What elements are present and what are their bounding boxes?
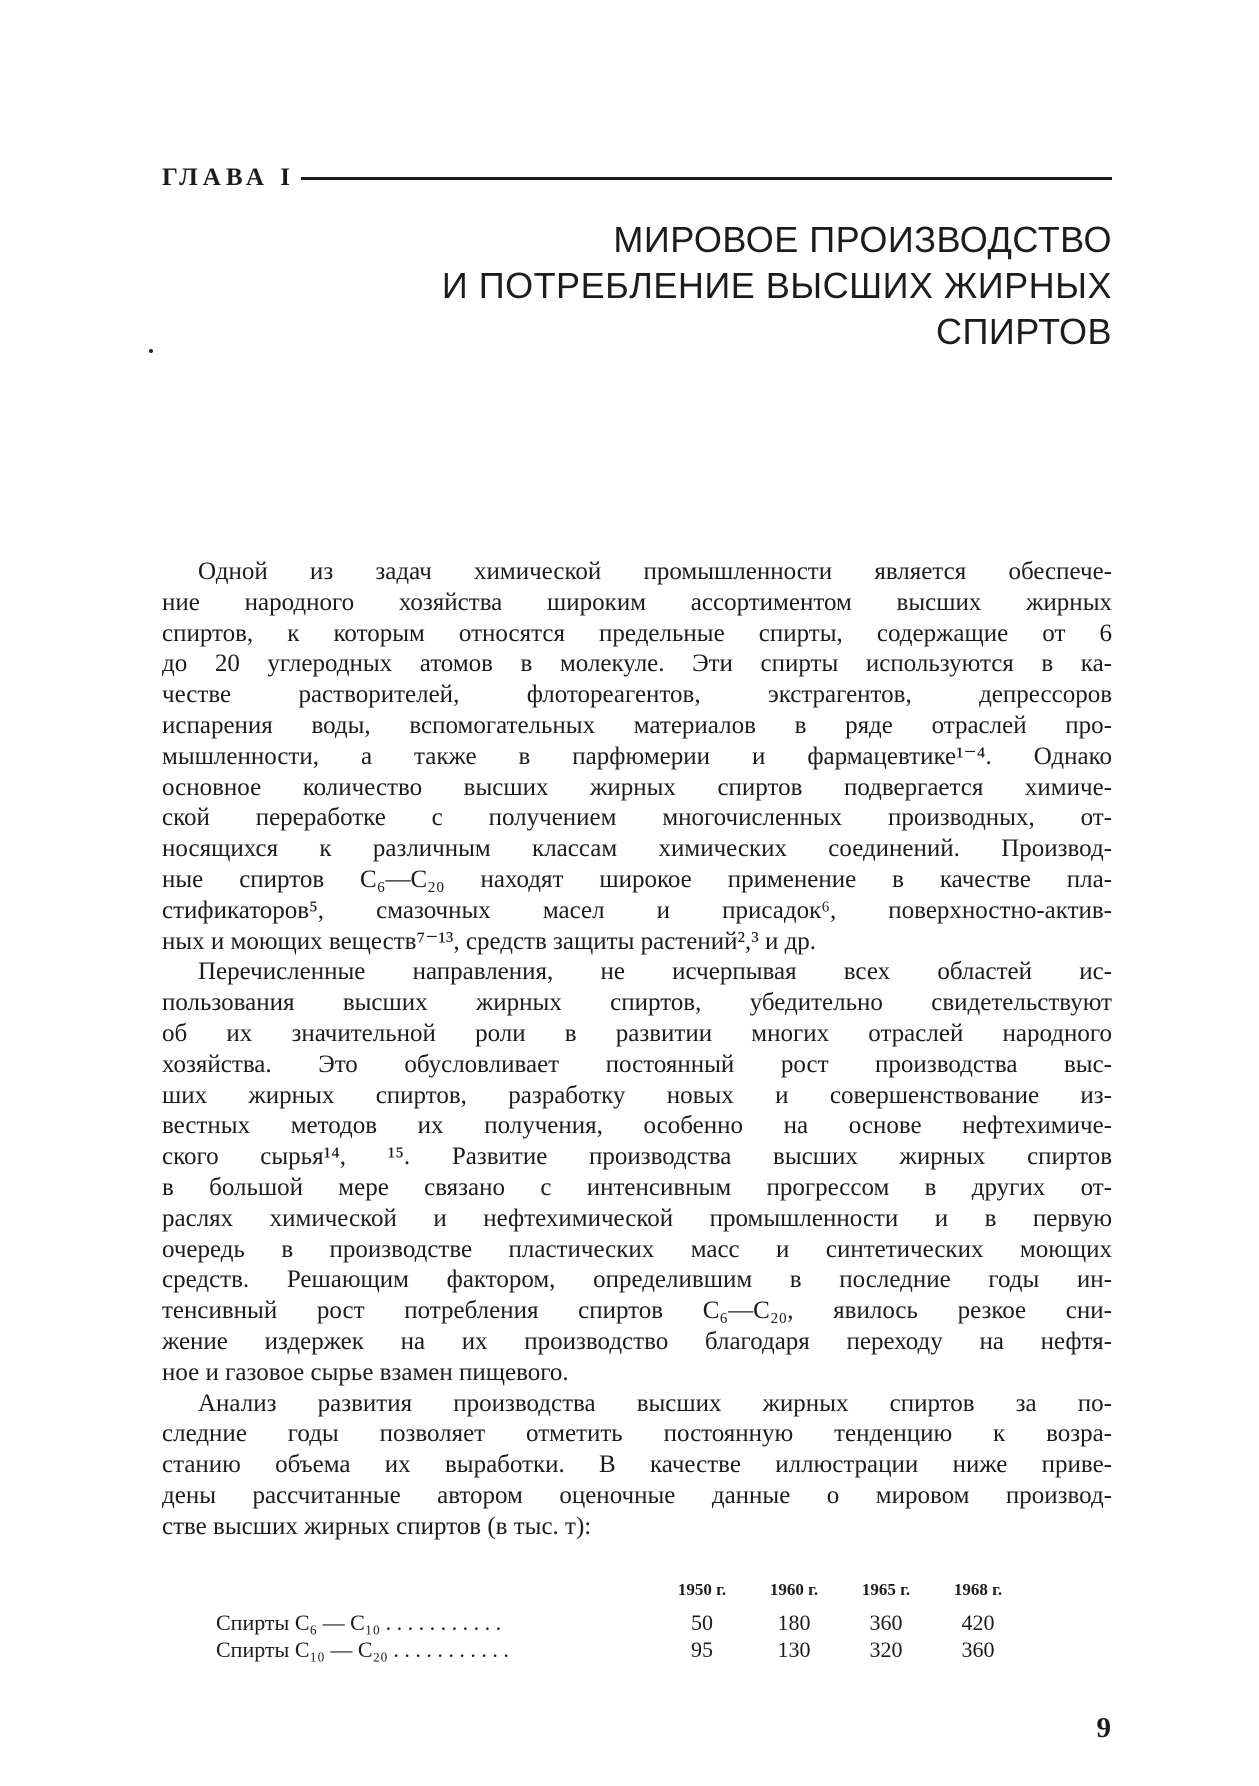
table-cell: 420 — [961, 1610, 995, 1635]
text-line: Одной из задач химической промышленности является обеспече- — [198, 558, 1112, 585]
column-header: 1965 г. — [861, 1580, 911, 1599]
text-line: тенсивный рост потребления спиртов С₆—С₂₀, явилось резкое сни- — [162, 1297, 1112, 1325]
chapter-header — [162, 158, 1112, 198]
text-line: испарения воды, вспомогательных материалов в ряде отраслей про- — [162, 711, 1112, 739]
chapter-title-line: И ПОТРЕБЛЕНИЕ ВЫСШИХ ЖИРНЫХ — [441, 265, 1112, 306]
chapter-label: ГЛАВА I — [162, 164, 295, 191]
text-line: вестных методов их получения, особенно на основе нефтехимиче- — [162, 1112, 1112, 1140]
text-line: дены рассчитанные автором оценочные данные о мировом производ- — [162, 1481, 1112, 1509]
table-header-row — [216, 1580, 1046, 1610]
row-label: Спирты С₆ — С₁₀ . . . . . . . . . . . — [216, 1610, 502, 1635]
paragraph-1 — [162, 557, 1112, 957]
table-cell: 50 — [691, 1610, 713, 1635]
table-row — [216, 1610, 1046, 1637]
text-line: носящихся к различным классам химических соединений. Производ- — [162, 835, 1112, 863]
text-line: средств. Решающим фактором, определившим в последние годы ин- — [162, 1266, 1112, 1294]
text-line: Перечисленные направления, не исчерпывая всех областей ис- — [198, 958, 1112, 986]
column-header: 1968 г. — [953, 1580, 1003, 1599]
text-line: основное количество высших жирных спиртов подвергается химиче- — [162, 773, 1112, 801]
text-line: в большой мере связано с интенсивным прогрессом в других от- — [162, 1173, 1112, 1201]
table-cell: 180 — [777, 1610, 811, 1635]
text-line: станию объема их выработки. В качестве иллюстрации ниже приве- — [162, 1451, 1112, 1479]
text-line: очередь в производстве пластических масс и синтетических моющих — [162, 1235, 1112, 1263]
text-line: мышленности, а также в парфюмерии и фармацевтике¹⁻⁴. Однако — [162, 742, 1112, 770]
production-table — [216, 1580, 1046, 1664]
table-cell: 95 — [691, 1637, 713, 1662]
chapter-title-line: МИРОВОЕ ПРОИЗВОДСТВО — [613, 219, 1112, 260]
print-speck — [149, 349, 153, 353]
table-cell: 360 — [869, 1610, 903, 1635]
chapter-title-line: СПИРТОВ — [935, 311, 1112, 352]
text-line: хозяйства. Это обусловливает постоянный рост производства выс- — [162, 1050, 1112, 1078]
text-line: честве растворителей, флотореагентов, экстрагентов, депрессоров — [162, 681, 1112, 709]
text-line: ние народного хозяйства широким ассортиментом высших жирных — [162, 588, 1112, 616]
text-line: ное и газовое сырье взамен пищевого. — [162, 1358, 569, 1386]
table-cell: 320 — [869, 1637, 903, 1662]
row-label: Спирты С₁₀ — С₂₀ . . . . . . . . . . . — [216, 1637, 509, 1662]
text-line: спиртов, к которым относятся предельные спирты, содержащие от 6 — [162, 619, 1112, 647]
page-number: 9 — [1096, 1712, 1111, 1744]
text-line: ные спиртов С₆—С₂₀ находят широкое применение в качестве пла- — [162, 865, 1112, 893]
chapter-title — [312, 217, 1112, 355]
table-cell: 360 — [961, 1637, 995, 1662]
text-line: стве высших жирных спиртов (в тыс. т): — [162, 1512, 592, 1540]
text-line: следние годы позволяет отметить постоянную тенденцию к возра- — [162, 1420, 1112, 1448]
text-line: жение издержек на их производство благодаря переходу на нефтя- — [162, 1327, 1112, 1355]
table-row — [216, 1637, 1046, 1664]
paragraph-3 — [162, 1389, 1112, 1543]
paragraph-2 — [162, 957, 1112, 1388]
text-line: ших жирных спиртов, разработку новых и совершенствование из- — [162, 1081, 1112, 1109]
table-cell: 130 — [777, 1637, 811, 1662]
text-line: об их значительной роли в развитии многих отраслей народного — [162, 1019, 1112, 1047]
text-line: раслях химической и нефтехимической промышленности и в первую — [162, 1204, 1112, 1232]
body-text — [162, 557, 1112, 1543]
column-header: 1950 г. — [677, 1580, 727, 1599]
text-line: ского сырья¹⁴, ¹⁵. Развитие производства высших жирных спиртов — [162, 1143, 1112, 1171]
chapter-rule — [301, 177, 1112, 180]
text-line: до 20 углеродных атомов в молекуле. Эти спирты используются в ка- — [162, 650, 1112, 678]
text-line: стификаторов⁵, смазочных масел и присадок⁶, поверхностно-актив- — [162, 896, 1112, 924]
column-header: 1960 г. — [769, 1580, 819, 1599]
text-line: пользования высших жирных спиртов, убедительно свидетельствуют — [162, 989, 1112, 1017]
text-line: Анализ развития производства высших жирных спиртов за по- — [198, 1389, 1112, 1417]
text-line: ных и моющих веществ⁷⁻¹³, средств защиты растений²,³ и др. — [162, 927, 817, 955]
text-line: ской переработке с получением многочисленных производных, от- — [162, 804, 1112, 832]
